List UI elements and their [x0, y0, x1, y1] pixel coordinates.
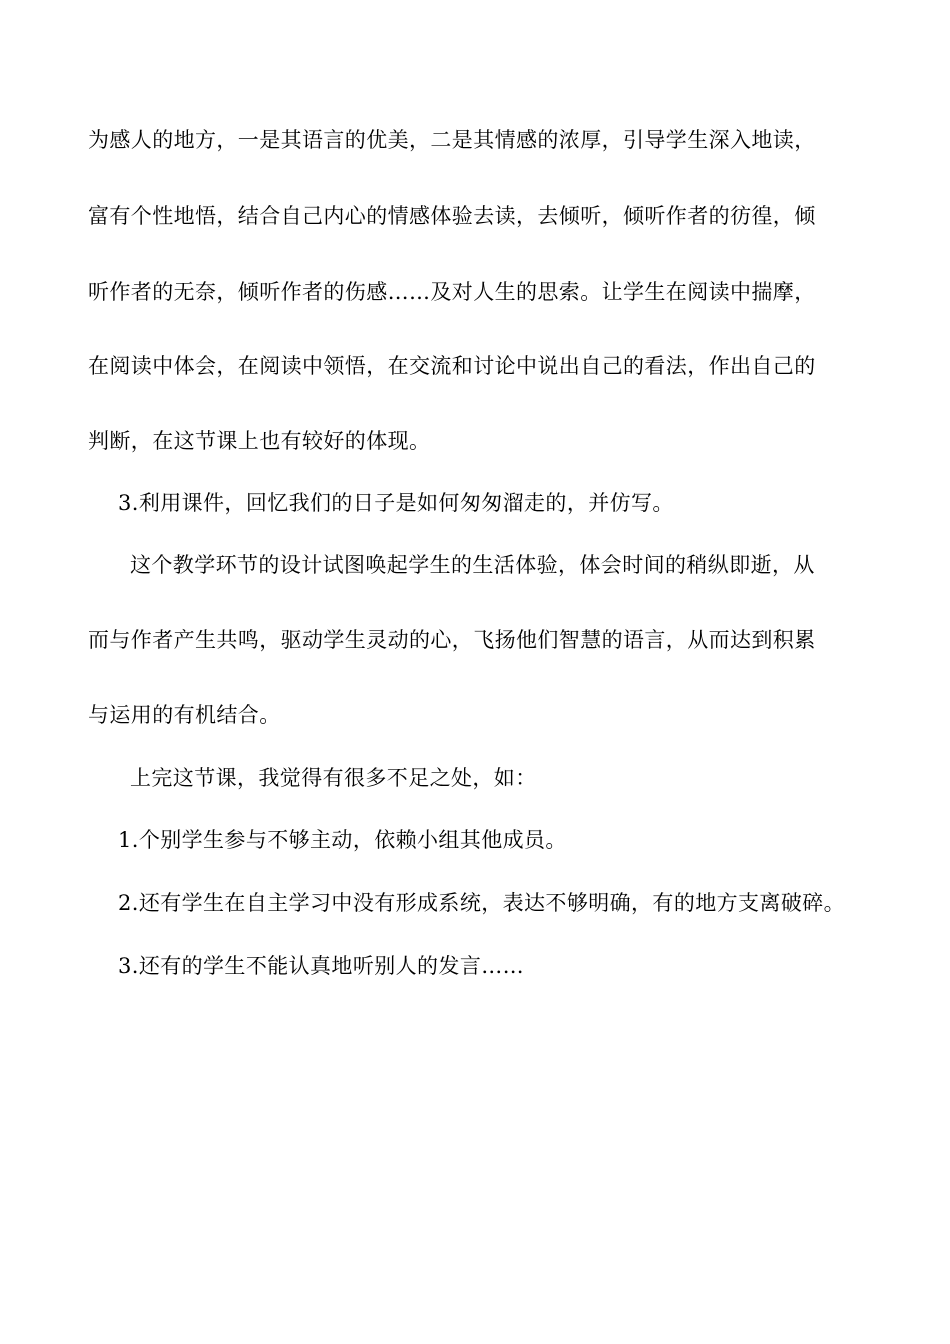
paragraph-line: 为感人的地方，一是其语言的优美，二是其情感的浓厚，引导学生深入地读，: [88, 128, 816, 152]
list-item-2: 2.还有学生在自主学习中没有形成系统，表达不够明确，有的地方支离破碎。: [118, 891, 846, 915]
paragraph-line: 而与作者产生共鸣，驱动学生灵动的心，飞扬他们智慧的语言，从而达到积累: [88, 628, 816, 652]
paragraph-line: 上完这节课，我觉得有很多不足之处，如：: [130, 766, 537, 790]
paragraph-line: 与运用的有机结合。: [88, 703, 281, 727]
paragraph-line: 在阅读中体会，在阅读中领悟，在交流和讨论中说出自己的看法，作出自己的: [88, 354, 816, 378]
list-item-1: 1.个别学生参与不够主动，依赖小组其他成员。: [118, 828, 567, 852]
list-item-3: 3.利用课件，回忆我们的日子是如何匆匆溜走的，并仿写。: [118, 491, 674, 515]
paragraph-line: 这个教学环节的设计试图唤起学生的生活体验，体会时间的稍纵即逝，从: [130, 553, 815, 577]
list-item-3b: 3.还有的学生不能认真地听别人的发言……: [118, 954, 525, 978]
paragraph-line: 富有个性地悟，结合自己内心的情感体验去读，去倾听，倾听作者的彷徨，倾: [88, 204, 816, 228]
paragraph-line: 听作者的无奈，倾听作者的伤感……及对人生的思索。让学生在阅读中揣摩，: [88, 280, 816, 304]
paragraph-line: 判断，在这节课上也有较好的体现。: [88, 429, 431, 453]
